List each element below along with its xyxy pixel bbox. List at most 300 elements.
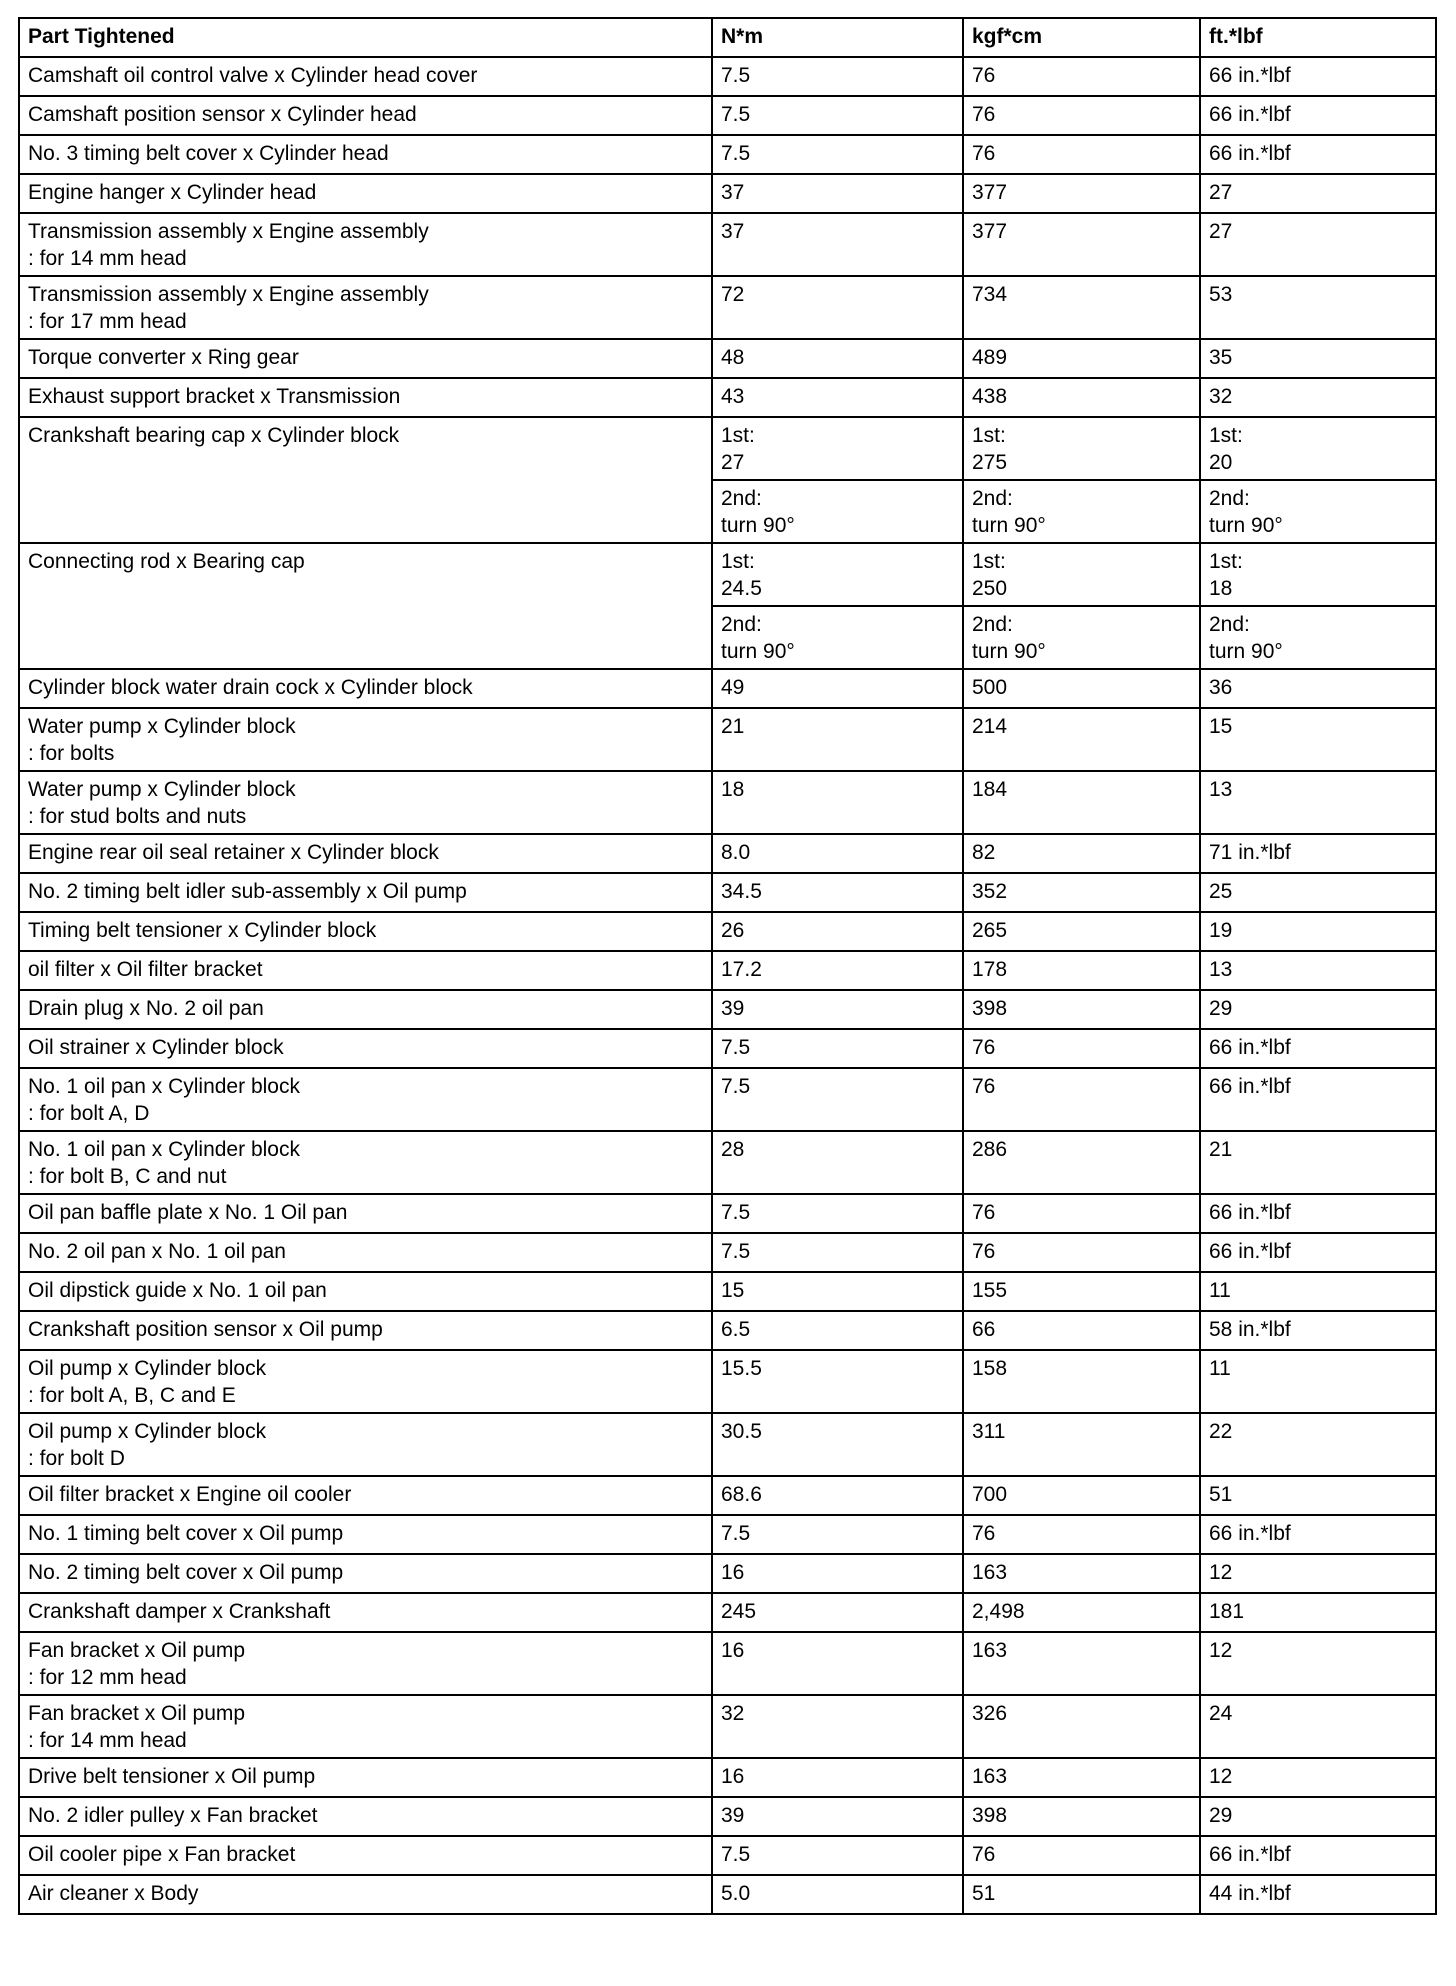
kgf-cm-cell [963,1515,1200,1554]
ft-lbf-cell [1200,378,1436,417]
ft-lbf-cell-line: turn 90° [1209,640,1283,663]
kgf-cm-cell-line: 2,498 [972,1600,1025,1623]
ft-lbf-cell-line: 11 [1209,1279,1231,1302]
ft-lbf-cell-line: 18 [1209,577,1233,600]
part-cell-line: Engine rear oil seal retainer x Cylinder block [28,841,439,864]
ft-lbf-cell [1200,834,1436,873]
ft-lbf-cell-line: 1st: [1209,424,1243,447]
kgf-cm-cell [963,174,1200,213]
part-cell-line: : for 14 mm head [28,247,187,270]
part-cell [19,1068,712,1131]
ft-lbf-cell [1200,276,1436,339]
nm-cell [712,1695,963,1758]
nm-cell [712,1029,963,1068]
part-cell [19,1554,712,1593]
nm-cell-line: 17.2 [721,958,762,981]
ft-lbf-cell [1200,1233,1436,1272]
nm-cell-line: 7.5 [721,1522,751,1545]
part-cell-line: Connecting rod x Bearing cap [28,550,305,573]
part-cell-line: Oil dipstick guide x No. 1 oil pan [28,1279,327,1302]
table-row [19,834,1436,873]
nm-cell-line: 7.5 [721,1201,751,1224]
nm-cell [712,708,963,771]
ft-lbf-cell [1200,990,1436,1029]
kgf-cm-cell [963,1758,1200,1797]
nm-cell-line: 49 [721,676,745,699]
header-row [19,18,1436,57]
ft-lbf-cell-line: 2nd: [1209,613,1250,636]
kgf-cm-cell [963,606,1200,669]
ft-lbf-cell [1200,1029,1436,1068]
table-row [19,417,1436,480]
kgf-cm-cell [963,57,1200,96]
nm-cell-line: 39 [721,997,745,1020]
nm-cell [712,1413,963,1476]
part-cell-line: Timing belt tensioner x Cylinder block [28,919,377,942]
part-cell [19,669,712,708]
nm-cell-line: 7.5 [721,64,751,87]
part-cell [19,1413,712,1476]
ft-lbf-cell-line: 12 [1209,1561,1233,1584]
part-cell-line: Crankshaft position sensor x Oil pump [28,1318,383,1341]
kgf-cm-cell [963,708,1200,771]
part-cell-line: : for bolt B, C and nut [28,1165,227,1188]
kgf-cm-cell-line: 76 [972,1843,996,1866]
nm-cell [712,834,963,873]
nm-cell-line: 16 [721,1765,745,1788]
nm-cell-line: 21 [721,715,745,738]
table-row [19,135,1436,174]
table-row [19,771,1436,834]
nm-cell-line: 7.5 [721,103,751,126]
kgf-cm-cell [963,543,1200,606]
ft-lbf-cell [1200,1515,1436,1554]
table-row [19,1272,1436,1311]
ft-lbf-cell-line: 29 [1209,1804,1233,1827]
kgf-cm-cell [963,213,1200,276]
part-cell-line: Exhaust support bracket x Transmission [28,385,401,408]
ft-lbf-cell-line: 181 [1209,1600,1245,1623]
kgf-cm-cell-line: 734 [972,283,1008,306]
part-cell [19,873,712,912]
kgf-cm-cell [963,417,1200,480]
nm-cell-line: 37 [721,220,745,243]
nm-cell [712,1836,963,1875]
part-cell-line: No. 3 timing belt cover x Cylinder head [28,142,389,165]
kgf-cm-cell [963,96,1200,135]
nm-cell-line: 34.5 [721,880,762,903]
kgf-cm-cell-line: 163 [972,1765,1008,1788]
kgf-cm-cell [963,339,1200,378]
part-cell-line: Water pump x Cylinder block [28,715,296,738]
nm-cell-line: 15.5 [721,1357,762,1380]
kgf-cm-cell-line: 265 [972,919,1008,942]
part-cell-line: Air cleaner x Body [28,1882,199,1905]
kgf-cm-cell-line: 163 [972,1561,1008,1584]
part-cell-line: Transmission assembly x Engine assembly [28,283,429,306]
nm-cell [712,1515,963,1554]
part-cell [19,339,712,378]
ft-lbf-cell-line: 1st: [1209,550,1243,573]
part-cell-line: No. 1 oil pan x Cylinder block [28,1075,300,1098]
table-row [19,1758,1436,1797]
nm-cell-line: 245 [721,1600,757,1623]
kgf-cm-cell-line: 377 [972,181,1008,204]
ft-lbf-cell-line: 66 in.*lbf [1209,1201,1291,1224]
nm-cell [712,96,963,135]
kgf-cm-cell-line: 66 [972,1318,996,1341]
kgf-cm-cell-line: 275 [972,451,1008,474]
kgf-cm-cell [963,1029,1200,1068]
nm-cell [712,1797,963,1836]
part-cell-line: Oil pump x Cylinder block [28,1357,267,1380]
ft-lbf-cell-line: 11 [1209,1357,1231,1380]
table-row [19,57,1436,96]
kgf-cm-cell-line: 250 [972,577,1008,600]
part-cell-line: Oil filter bracket x Engine oil cooler [28,1483,352,1506]
kgf-cm-cell-line: 76 [972,142,996,165]
table-row [19,1797,1436,1836]
kgf-cm-cell [963,912,1200,951]
ft-lbf-cell [1200,417,1436,480]
part-cell [19,1272,712,1311]
ft-lbf-cell [1200,1875,1436,1914]
kgf-cm-cell-line: 76 [972,1522,996,1545]
table-row [19,1632,1436,1695]
part-cell-line: Camshaft oil control valve x Cylinder head cover [28,64,478,87]
kgf-cm-cell [963,1875,1200,1914]
part-cell [19,1695,712,1758]
nm-cell [712,1311,963,1350]
nm-cell [712,135,963,174]
kgf-cm-cell [963,378,1200,417]
nm-cell-line: 30.5 [721,1420,762,1443]
table-row [19,1695,1436,1758]
kgf-cm-cell-line: 398 [972,997,1008,1020]
part-cell [19,1350,712,1413]
part-cell [19,135,712,174]
header-nm: N*m [712,18,963,57]
ft-lbf-cell [1200,1131,1436,1194]
nm-cell [712,276,963,339]
kgf-cm-cell-line: 377 [972,220,1008,243]
kgf-cm-cell-line: 311 [972,1420,1006,1443]
torque-spec-table [18,17,1437,1915]
nm-cell [712,1758,963,1797]
kgf-cm-cell-line: 82 [972,841,996,864]
ft-lbf-cell-line: 27 [1209,220,1233,243]
kgf-cm-cell-line: 2nd: [972,487,1013,510]
part-cell-line: Oil pump x Cylinder block [28,1420,267,1443]
kgf-cm-cell [963,834,1200,873]
kgf-cm-cell [963,1695,1200,1758]
kgf-cm-cell-line: 155 [972,1279,1008,1302]
table-row [19,213,1436,276]
nm-cell [712,1233,963,1272]
part-cell [19,1515,712,1554]
ft-lbf-cell-line: 51 [1209,1483,1233,1506]
part-cell [19,1797,712,1836]
ft-lbf-cell-line: 66 in.*lbf [1209,103,1291,126]
table-row [19,1233,1436,1272]
nm-cell [712,771,963,834]
nm-cell [712,1272,963,1311]
kgf-cm-cell [963,135,1200,174]
nm-cell-line: 2nd: [721,613,762,636]
ft-lbf-cell-line: 27 [1209,181,1233,204]
nm-cell-line: turn 90° [721,640,795,663]
part-cell-line: Crankshaft bearing cap x Cylinder block [28,424,400,447]
nm-cell [712,1593,963,1632]
nm-cell-line: 26 [721,919,745,942]
part-cell [19,951,712,990]
nm-cell-line: 37 [721,181,745,204]
kgf-cm-cell [963,669,1200,708]
table-row [19,1068,1436,1131]
table-row [19,96,1436,135]
part-cell [19,1194,712,1233]
ft-lbf-cell-line: 66 in.*lbf [1209,1843,1291,1866]
ft-lbf-cell-line: 44 in.*lbf [1209,1882,1291,1905]
nm-cell [712,912,963,951]
ft-lbf-cell [1200,1194,1436,1233]
kgf-cm-cell [963,1632,1200,1695]
table-row [19,669,1436,708]
kgf-cm-cell [963,1194,1200,1233]
part-cell [19,708,712,771]
part-cell-line: No. 2 oil pan x No. 1 oil pan [28,1240,286,1263]
kgf-cm-cell-line: 500 [972,676,1008,699]
kgf-cm-cell-line: 178 [972,958,1008,981]
kgf-cm-cell-line: 76 [972,1075,996,1098]
nm-cell-line: 28 [721,1138,745,1161]
part-cell-line: Oil strainer x Cylinder block [28,1036,284,1059]
part-cell-line: Fan bracket x Oil pump [28,1639,246,1662]
ft-lbf-cell [1200,1797,1436,1836]
ft-lbf-cell-line: turn 90° [1209,514,1283,537]
ft-lbf-cell-line: 12 [1209,1765,1233,1788]
ft-lbf-cell [1200,1272,1436,1311]
kgf-cm-cell-line: turn 90° [972,640,1046,663]
kgf-cm-cell [963,990,1200,1029]
ft-lbf-cell [1200,339,1436,378]
table-row [19,1413,1436,1476]
part-cell-line: oil filter x Oil filter bracket [28,958,263,981]
ft-lbf-cell-line: 13 [1209,778,1233,801]
nm-cell-line: 8.0 [721,841,751,864]
ft-lbf-cell-line: 66 in.*lbf [1209,1522,1291,1545]
nm-cell-line: 68.6 [721,1483,762,1506]
part-cell-line: Oil cooler pipe x Fan bracket [28,1843,296,1866]
nm-cell-line: 7.5 [721,1240,751,1263]
nm-cell-line: 32 [721,1702,745,1725]
ft-lbf-cell [1200,57,1436,96]
nm-cell-line: 6.5 [721,1318,751,1341]
table-row [19,1593,1436,1632]
ft-lbf-cell [1200,1554,1436,1593]
nm-cell [712,1131,963,1194]
nm-cell-line: 5.0 [721,1882,751,1905]
table-row [19,912,1436,951]
part-cell-line: Oil pan baffle plate x No. 1 Oil pan [28,1201,348,1224]
table-row [19,1194,1436,1233]
nm-cell [712,990,963,1029]
part-cell [19,1758,712,1797]
ft-lbf-cell [1200,606,1436,669]
part-cell-line: : for bolts [28,742,115,765]
ft-lbf-cell [1200,669,1436,708]
part-cell [19,771,712,834]
kgf-cm-cell-line: 76 [972,1201,996,1224]
ft-lbf-cell [1200,1695,1436,1758]
kgf-cm-cell [963,1131,1200,1194]
nm-cell [712,417,963,480]
kgf-cm-cell-line: 76 [972,103,996,126]
ft-lbf-cell-line: 71 in.*lbf [1209,841,1291,864]
nm-cell [712,1194,963,1233]
ft-lbf-cell [1200,1632,1436,1695]
table-row [19,1350,1436,1413]
table-row [19,1131,1436,1194]
ft-lbf-cell-line: 35 [1209,346,1233,369]
kgf-cm-cell-line: 158 [972,1357,1008,1380]
ft-lbf-cell-line: 21 [1209,1138,1233,1161]
nm-cell-line: 15 [721,1279,745,1302]
part-cell-line: Camshaft position sensor x Cylinder head [28,103,417,126]
part-cell-line: : for bolt D [28,1447,125,1470]
table-row [19,1311,1436,1350]
kgf-cm-cell [963,1797,1200,1836]
ft-lbf-cell [1200,771,1436,834]
ft-lbf-cell [1200,951,1436,990]
table-row [19,873,1436,912]
part-cell-line: No. 2 timing belt cover x Oil pump [28,1561,344,1584]
nm-cell-line: 39 [721,1804,745,1827]
nm-cell-line: 27 [721,451,745,474]
part-cell [19,1131,712,1194]
kgf-cm-cell-line: 286 [972,1138,1008,1161]
ft-lbf-cell [1200,480,1436,543]
table-row [19,1029,1436,1068]
nm-cell-line: 7.5 [721,142,751,165]
part-cell-line: : for bolt A, D [28,1102,150,1125]
ft-lbf-cell [1200,1350,1436,1413]
ft-lbf-cell-line: 29 [1209,997,1233,1020]
part-cell [19,834,712,873]
nm-cell [712,951,963,990]
nm-cell-line: 16 [721,1639,745,1662]
table-row [19,990,1436,1029]
kgf-cm-cell-line: 76 [972,1240,996,1263]
kgf-cm-cell-line: 438 [972,385,1008,408]
table-body [19,57,1436,1914]
ft-lbf-cell [1200,912,1436,951]
part-cell-line: Engine hanger x Cylinder head [28,181,317,204]
header-kgf-cm: kgf*cm [963,18,1200,57]
part-cell [19,1029,712,1068]
nm-cell-line: 24.5 [721,577,762,600]
header-part-tightened: Part Tightened [19,18,712,57]
part-cell-line: : for 12 mm head [28,1666,187,1689]
table-row [19,708,1436,771]
kgf-cm-cell-line: 163 [972,1639,1008,1662]
kgf-cm-cell [963,1272,1200,1311]
kgf-cm-cell-line: 1st: [972,424,1006,447]
nm-cell [712,213,963,276]
table-row [19,951,1436,990]
ft-lbf-cell-line: 2nd: [1209,487,1250,510]
nm-cell-line: 2nd: [721,487,762,510]
ft-lbf-cell-line: 24 [1209,1702,1233,1725]
ft-lbf-cell [1200,1758,1436,1797]
nm-cell [712,1875,963,1914]
kgf-cm-cell [963,1068,1200,1131]
part-cell [19,990,712,1029]
part-cell-line: Crankshaft damper x Crankshaft [28,1600,331,1623]
ft-lbf-cell [1200,873,1436,912]
nm-cell [712,480,963,543]
nm-cell-line: 7.5 [721,1843,751,1866]
kgf-cm-cell-line: 398 [972,1804,1008,1827]
table-row [19,1476,1436,1515]
ft-lbf-cell [1200,96,1436,135]
kgf-cm-cell [963,276,1200,339]
ft-lbf-cell-line: 53 [1209,283,1233,306]
table-row [19,543,1436,606]
nm-cell-line: 1st: [721,550,755,573]
part-cell [19,417,712,543]
nm-cell-line: 1st: [721,424,755,447]
ft-lbf-cell-line: 66 in.*lbf [1209,64,1291,87]
part-cell [19,57,712,96]
kgf-cm-cell-line: turn 90° [972,514,1046,537]
part-cell-line: : for bolt A, B, C and E [28,1384,236,1407]
part-cell-line: : for stud bolts and nuts [28,805,247,828]
kgf-cm-cell-line: 214 [972,715,1008,738]
table-row [19,339,1436,378]
table-row [19,1554,1436,1593]
kgf-cm-cell-line: 352 [972,880,1008,903]
nm-cell [712,1350,963,1413]
part-cell [19,543,712,669]
ft-lbf-cell-line: 66 in.*lbf [1209,142,1291,165]
part-cell-line: No. 2 idler pulley x Fan bracket [28,1804,318,1827]
kgf-cm-cell [963,1350,1200,1413]
kgf-cm-cell [963,1554,1200,1593]
ft-lbf-cell [1200,1836,1436,1875]
ft-lbf-cell [1200,213,1436,276]
part-cell-line: No. 1 timing belt cover x Oil pump [28,1522,344,1545]
nm-cell [712,543,963,606]
ft-lbf-cell [1200,1476,1436,1515]
ft-lbf-cell-line: 66 in.*lbf [1209,1075,1291,1098]
part-cell [19,1311,712,1350]
kgf-cm-cell [963,951,1200,990]
part-cell [19,174,712,213]
ft-lbf-cell [1200,174,1436,213]
kgf-cm-cell [963,873,1200,912]
part-cell [19,276,712,339]
ft-lbf-cell-line: 66 in.*lbf [1209,1036,1291,1059]
ft-lbf-cell-line: 25 [1209,880,1233,903]
part-cell-line: Fan bracket x Oil pump [28,1702,246,1725]
part-cell [19,1836,712,1875]
table-row [19,1875,1436,1914]
kgf-cm-cell [963,1476,1200,1515]
nm-cell-line: 18 [721,778,745,801]
nm-cell [712,174,963,213]
kgf-cm-cell [963,771,1200,834]
